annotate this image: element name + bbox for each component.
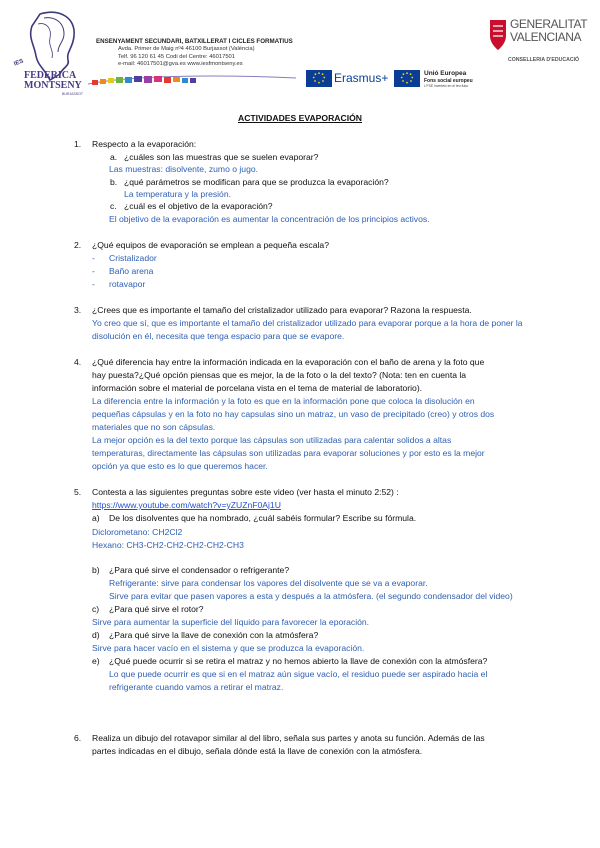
q2-item-2: Baño arena — [109, 266, 154, 276]
logo-burjassot: BURJASSOT — [62, 92, 84, 96]
school-address: Avda. Primer de Maig nº4 46100 Burjassot (València) — [118, 46, 255, 52]
generalitat-logo — [486, 16, 596, 70]
q2-number: 2. — [74, 240, 82, 250]
eu-subtitle: Fons social europeu — [424, 78, 473, 84]
logo-montseny: MONTSENY — [24, 80, 82, 91]
q4-answer-line3: materiales que no son cápsulas. — [92, 422, 216, 432]
q5-text: Contesta a las siguientes preguntas sobre este video (ver hasta el minuto 2:52) : — [92, 487, 399, 497]
q5b-question: ¿Para qué sirve el condensador o refrigerante? — [109, 565, 290, 575]
q5d-answer: Sirve para hacer vacío en el sistema y que se produzca la evaporación. — [92, 643, 365, 653]
q3-answer-line2: disolución en él, necesita que tenga espacio para que se evapore. — [92, 331, 345, 341]
q5b-letter: b) — [92, 565, 100, 575]
q4-answer-line4: La mejor opción es la del texto porque las cápsulas son utilizadas para calentar solidos a altas — [92, 435, 452, 445]
q5c-question: ¿Para qué sirve el rotor? — [109, 604, 204, 614]
q5-video-link[interactable]: https://www.youtube.com/watch?v=yZUZnF0Aj1U — [92, 500, 281, 510]
eu-tagline: L'FSE inverteix en el teu futur — [424, 84, 469, 88]
q4-answer-line1: La diferencia entre la información y la foto es que en la información pone que coloca la disolución en — [92, 396, 475, 406]
q5a-question: De los disolventes que ha nombrado, ¿cuál sabéis formular? Escribe su fórmula. — [109, 513, 417, 523]
q5c-answer: Sirve para aumentar la superficie del líquido para favorecer la eporación. — [92, 617, 370, 627]
decorative-color-strip — [88, 72, 296, 88]
q2-bullet-3: - — [92, 279, 95, 289]
school-logo — [10, 8, 90, 100]
q5-number: 5. — [74, 487, 82, 497]
q6-line2: partes indicadas en el dibujo, señala dónde está la llave de conexión con la atmósfera. — [92, 746, 423, 756]
q1b-answer: La temperatura y la presión. — [124, 189, 232, 199]
q1a-question: ¿cuáles son las muestras que se suelen evaporar? — [124, 152, 319, 162]
q5b-answer2: Sirve para evitar que pasen vapores a esta y después a la atmósfera. (el segundo condensador del video) — [109, 591, 513, 601]
gv-line3: CONSELLERIA D'EDUCACIÓ — [508, 57, 580, 63]
eu-flag-icon-2 — [394, 70, 420, 87]
q4-line1: ¿Qué diferencia hay entre la información indicada en la evaporación con el baño de arena y la foto que — [92, 357, 485, 367]
q2-item-3: rotavapor — [109, 279, 146, 289]
q2-item-1: Cristalizador — [109, 253, 157, 263]
q4-line3: información sobre el material de porcelana vista en el tema de material de laboratorio). — [92, 383, 423, 393]
school-phone: Telf. 96 120 61 45 Codi del Centre: 46017501 — [118, 53, 235, 60]
q3-number: 3. — [74, 305, 82, 315]
logo-federica: FEDERICA — [24, 70, 77, 81]
q6-number: 6. — [74, 733, 82, 743]
eu-title: Unió Europea — [424, 70, 467, 77]
gv-line2: VALENCIANA — [510, 30, 582, 44]
q1c-letter: c. — [110, 201, 117, 211]
q1-text: Respecto a la evaporación: — [92, 139, 197, 149]
q5a-answer2: Hexano: CH3-CH2-CH2-CH2-CH2-CH3 — [92, 540, 244, 550]
q2-text: ¿Qué equipos de evaporación se emplean a pequeña escala? — [92, 240, 329, 250]
q5a-answer1: Diclorometano: CH2Cl2 — [92, 527, 183, 537]
generalitat-emblem-icon — [486, 18, 510, 54]
q5d-question: ¿Para qué sirve la llave de conexión con la atmósfera? — [109, 630, 319, 640]
eu-flag-icon — [306, 70, 332, 87]
q5e-letter: e) — [92, 656, 100, 666]
q3-answer-line1: Yo creo que sí, que es importante el tamaño del cristalizador utilizado para evaporar porque a la hora de poner la — [92, 318, 523, 328]
eu-stars-icon — [306, 70, 332, 87]
q5a-letter: a) — [92, 513, 100, 523]
school-email: e-mail: 46017501@gva.es www.iesfmontseny.es — [118, 61, 243, 68]
q1-number: 1. — [74, 139, 82, 149]
eu-stars-icon-2 — [394, 70, 420, 87]
q5e-question: ¿Qué puede ocurrir si se retira el matraz y no hemos abierto la llave de conexión con la atmósfera? — [109, 656, 488, 666]
q5b-answer1: Refrigerante: sirve para condensar los vapores del disolvente que se va a evaporar. — [109, 578, 428, 588]
color-blocks-icon — [88, 72, 296, 88]
q4-answer-line6: opción ya que esto es lo que queremos hacer. — [92, 461, 268, 471]
q1c-question: ¿cuál es el objetivo de la evaporación? — [124, 201, 273, 211]
q5c-letter: c) — [92, 604, 100, 614]
erasmus-label: Erasmus+ — [334, 71, 389, 85]
q6-line1: Realiza un dibujo del rotavapor similar al del libro, señala sus partes y anota su función. Además de las — [92, 733, 485, 743]
logo-ies: IES — [13, 58, 25, 68]
q1b-question: ¿qué parámetros se modifican para que se produzca la evaporación? — [124, 177, 389, 187]
q4-answer-line2: pequeñas cápsulas y en la foto no hay capsulas sino un matraz, un vaso de precipitado (creo) y otros dos — [92, 409, 495, 419]
page-title: ACTIVIDADES EVAPORACIÓN — [238, 113, 362, 123]
school-info — [96, 38, 326, 69]
q1a-answer: Las muestras: disolvente, zumo o jugo. — [109, 164, 259, 174]
q5e-answer1: Lo que puede ocurrir es que si en el matraz aún sigue vacío, el residuo puede ser aspirado hacia el — [109, 669, 488, 679]
q1a-letter: a. — [110, 152, 118, 162]
q5e-answer2: refrigerante cuando vamos a retirar el matraz. — [109, 682, 284, 692]
q1c-answer: El objetivo de la evaporación es aumentar la concentración de los principios activos. — [109, 214, 430, 224]
q4-line2: hay puesta?¿Qué opción piensas que es mejor, la de la foto o la del texto? (Nota: ten en cuenta la — [92, 370, 467, 380]
q1b-letter: b. — [110, 177, 118, 187]
school-title: ENSENYAMENT SECUNDARI, BATXILLERAT I CICLES FORMATIUS — [96, 38, 293, 45]
q2-bullet-1: - — [92, 253, 95, 263]
q4-answer-line5: temperaturas, directamente las cápsulas son utilizadas para evaporar soluciones y por esto es la mejor — [92, 448, 485, 458]
q2-bullet-2: - — [92, 266, 95, 276]
gv-line1: GENERALITAT — [510, 17, 588, 31]
q4-number: 4. — [74, 357, 82, 367]
q3-text: ¿Crees que es importante el tamaño del cristalizador utilizado para evaporar? Razona la respuesta. — [92, 305, 472, 315]
q5d-letter: d) — [92, 630, 100, 640]
